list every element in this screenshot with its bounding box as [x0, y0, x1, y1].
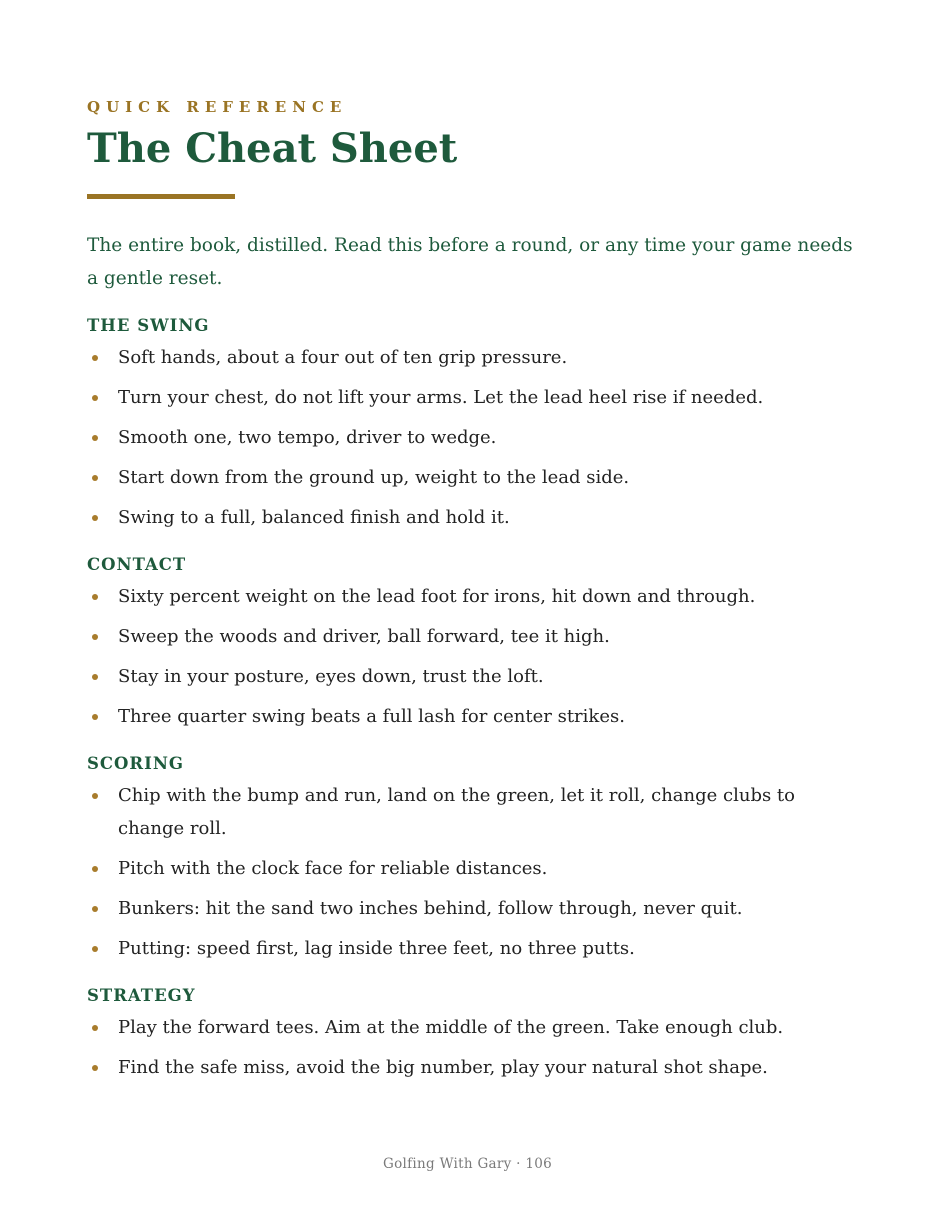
intro-paragraph: The entire book, distilled. Read this before a round, or any time your game needs a gentle reset.	[87, 235, 853, 289]
list-item-text: Swing to a full, balanced finish and hold it.	[118, 507, 510, 528]
list-item-text: Three quarter swing beats a full lash for center strikes.	[118, 706, 625, 727]
list-item-text: Smooth one, two tempo, driver to wedge.	[118, 427, 497, 448]
list-item-text: Bunkers: hit the sand two inches behind, follow through, never quit.	[118, 898, 743, 919]
page-title: The Cheat Sheet	[87, 125, 458, 172]
list-item	[87, 932, 853, 965]
list-item-text: Chip with the bump and run, land on the green, let it roll, change clubs to change roll.	[118, 785, 796, 839]
section-contact	[87, 553, 853, 733]
bullet-dot-icon	[92, 355, 98, 361]
bullet-dot-icon	[92, 1025, 98, 1031]
bullet-dot-icon	[92, 714, 98, 720]
section-the-swing	[87, 314, 853, 534]
list-item-text: Play the forward tees. Aim at the middle of the green. Take enough club.	[118, 1017, 784, 1038]
list-item	[87, 660, 853, 693]
list-item-text: Find the safe miss, avoid the big number, play your natural shot shape.	[118, 1057, 768, 1078]
list-item	[87, 421, 853, 454]
list-item-text: Sixty percent weight on the lead foot for irons, hit down and through.	[118, 586, 756, 607]
list-item	[87, 779, 853, 845]
bullet-list	[87, 580, 853, 733]
list-item-text: Putting: speed first, lag inside three feet, no three putts.	[118, 938, 635, 959]
bullet-dot-icon	[92, 594, 98, 600]
bullet-dot-icon	[92, 793, 98, 799]
section-scoring	[87, 752, 853, 965]
cheat-sheet-page	[87, 96, 853, 1091]
eyebrow-label: QUICK REFERENCE	[87, 98, 348, 116]
list-item-text: Turn your chest, do not lift your arms. Let the lead heel rise if needed.	[118, 387, 764, 408]
list-item	[87, 700, 853, 733]
list-item	[87, 341, 853, 374]
list-item	[87, 580, 853, 613]
section-strategy	[87, 984, 853, 1084]
bullet-dot-icon	[92, 866, 98, 872]
section-title: CONTACT	[87, 555, 187, 574]
bullet-dot-icon	[92, 946, 98, 952]
list-item-text: Pitch with the clock face for reliable distances.	[118, 858, 548, 879]
bullet-list	[87, 341, 853, 534]
section-title: THE SWING	[87, 316, 210, 335]
list-item-text: Sweep the woods and driver, ball forward, tee it high.	[118, 626, 610, 647]
bullet-dot-icon	[92, 674, 98, 680]
section-title: SCORING	[87, 754, 185, 773]
list-item	[87, 381, 853, 414]
bullet-list	[87, 1011, 853, 1084]
page-footer: Golfing With Gary · 106	[383, 1156, 552, 1172]
bullet-dot-icon	[92, 395, 98, 401]
list-item	[87, 852, 853, 885]
list-item	[87, 620, 853, 653]
bullet-dot-icon	[92, 1065, 98, 1071]
list-item-text: Soft hands, about a four out of ten grip pressure.	[118, 347, 568, 368]
bullet-dot-icon	[92, 475, 98, 481]
bullet-dot-icon	[92, 435, 98, 441]
bullet-dot-icon	[92, 515, 98, 521]
list-item	[87, 1011, 853, 1044]
bullet-dot-icon	[92, 634, 98, 640]
title-underline-rule	[87, 194, 235, 199]
list-item-text: Start down from the ground up, weight to the lead side.	[118, 467, 630, 488]
bullet-dot-icon	[92, 906, 98, 912]
list-item	[87, 501, 853, 534]
section-title: STRATEGY	[87, 986, 196, 1005]
bullet-list	[87, 779, 853, 965]
list-item	[87, 1051, 853, 1084]
list-item	[87, 461, 853, 494]
list-item-text: Stay in your posture, eyes down, trust the loft.	[118, 666, 544, 687]
list-item	[87, 892, 853, 925]
